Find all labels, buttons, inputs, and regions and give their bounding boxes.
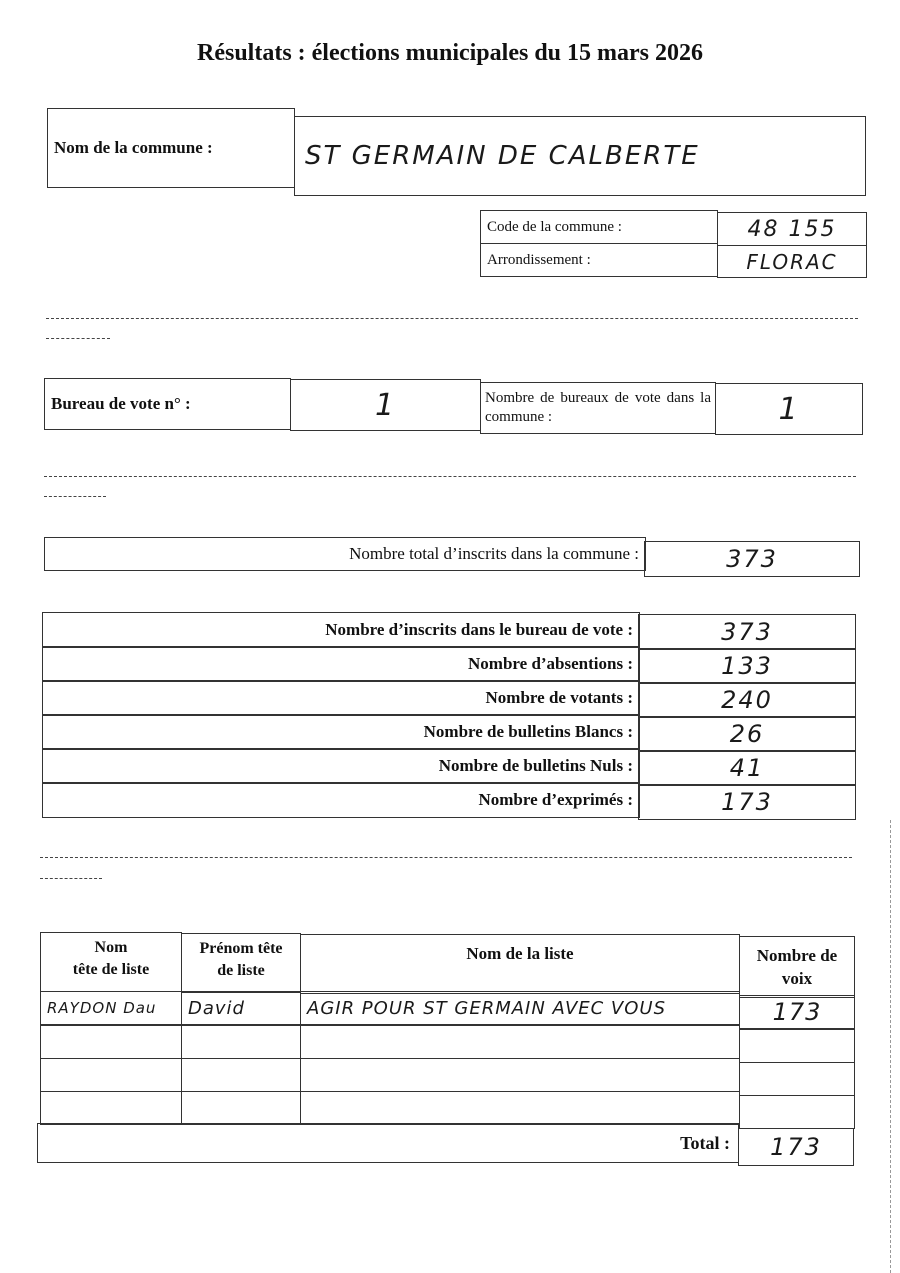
cell-nombre-de-voix xyxy=(739,1062,855,1096)
separator-line xyxy=(44,496,106,497)
stat-label: Nombre d’absentions : xyxy=(42,646,640,682)
cell-nom-tete-de-liste xyxy=(40,1058,182,1092)
inscrits-commune-value: 373 xyxy=(644,541,860,577)
header-nom-de-la-liste xyxy=(300,934,740,994)
cell-nombre-de-voix xyxy=(739,1095,855,1129)
commune-code-value: 48 155 xyxy=(717,212,867,246)
header-nom-tete-de-liste xyxy=(40,932,182,992)
bureau-number-label: Bureau de vote n° : xyxy=(44,378,291,430)
header-prenom-tete-de-liste xyxy=(181,933,301,993)
cell-prenom-tete-de-liste: David xyxy=(181,991,301,1025)
stat-value: 26 xyxy=(638,716,856,752)
arrondissement-label: Arrondissement : xyxy=(480,243,718,277)
commune-name-label: Nom de la commune : xyxy=(47,108,295,188)
cell-nom-tete-de-liste xyxy=(40,1091,182,1125)
total-value: 173 xyxy=(738,1128,854,1166)
commune-name-value: ST GERMAIN DE CALBERTE xyxy=(294,116,866,196)
stat-label: Nombre de votants : xyxy=(42,680,640,716)
inscrits-commune-label: Nombre total d’inscrits dans la commune : xyxy=(44,537,646,571)
header-nom-line2: tête de liste xyxy=(72,960,150,978)
stat-label: Nombre d’exprimés : xyxy=(42,782,640,818)
header-voix-line2: voix xyxy=(781,968,813,988)
cell-nom-tete-de-liste xyxy=(40,1025,182,1059)
separator-line xyxy=(44,476,856,477)
total-label: Total : xyxy=(37,1123,739,1163)
header-prenom-line1: Prénom tête xyxy=(199,940,283,957)
page-title: Résultats : élections municipales du 15 mars 2026 xyxy=(197,40,703,66)
bureau-number-value: 1 xyxy=(290,379,481,431)
cell-prenom-tete-de-liste xyxy=(181,1025,301,1059)
cell-nom-de-la-liste xyxy=(300,1058,740,1092)
stat-label: Nombre de bulletins Blancs : xyxy=(42,714,640,750)
bureau-count-label xyxy=(480,382,716,434)
separator-line xyxy=(40,878,102,879)
cell-prenom-tete-de-liste xyxy=(181,1058,301,1092)
stat-value: 133 xyxy=(638,648,856,684)
bureau-count-label-text: Nombre de bureaux de vote dans la commune : xyxy=(485,389,711,425)
header-prenom-line2: de liste xyxy=(217,961,265,979)
separator-line xyxy=(40,857,852,858)
stat-value: 373 xyxy=(638,614,856,650)
cell-nom-de-la-liste: AGIR POUR ST GERMAIN AVEC VOUS xyxy=(300,991,740,1025)
cell-nom-de-la-liste xyxy=(300,1025,740,1059)
cell-nom-de-la-liste xyxy=(300,1091,740,1125)
arrondissement-value: FLORAC xyxy=(717,245,867,278)
header-voix-line1: Nombre de xyxy=(756,946,838,965)
header-liste-text: Nom de la liste xyxy=(466,944,574,963)
stat-value: 240 xyxy=(638,682,856,718)
scan-edge-line xyxy=(890,820,891,1273)
stat-value: 41 xyxy=(638,750,856,786)
stat-label: Nombre d’inscrits dans le bureau de vote : xyxy=(42,612,640,648)
cell-nombre-de-voix xyxy=(739,1029,855,1063)
separator-line xyxy=(46,318,858,319)
header-nom-line1: Nom xyxy=(94,939,128,956)
stat-label: Nombre de bulletins Nuls : xyxy=(42,748,640,784)
bureau-count-value: 1 xyxy=(715,383,863,435)
header-nombre-de-voix xyxy=(739,936,855,998)
cell-nom-tete-de-liste: RAYDON Dau xyxy=(40,991,182,1025)
cell-prenom-tete-de-liste xyxy=(181,1091,301,1125)
separator-line xyxy=(46,338,110,339)
stat-value: 173 xyxy=(638,784,856,820)
commune-code-label: Code de la commune : xyxy=(480,210,718,244)
cell-nombre-de-voix: 173 xyxy=(739,995,855,1029)
